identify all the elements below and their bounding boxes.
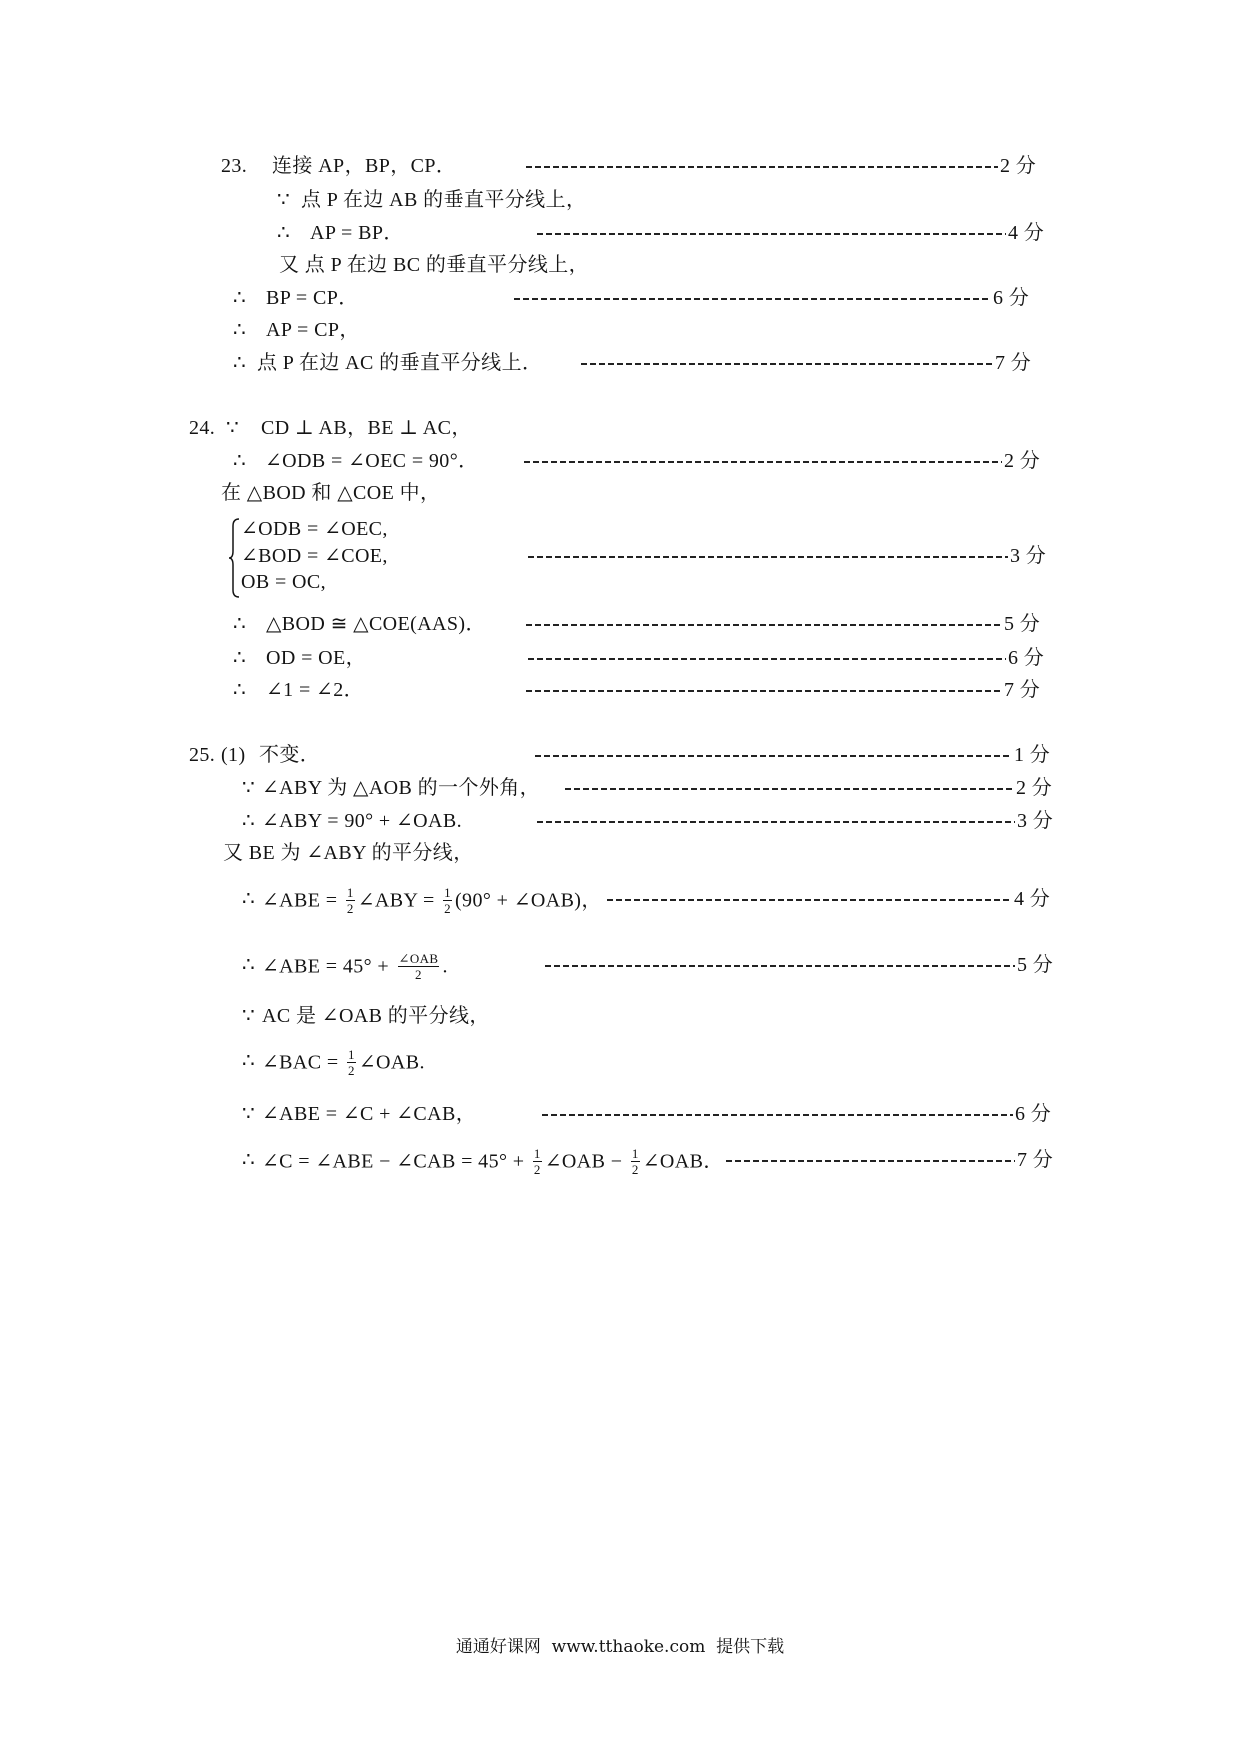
fraction-numerator: 1	[444, 884, 451, 900]
q25-line-5	[0, 879, 1240, 919]
therefore-symbol: ∴	[233, 679, 247, 701]
q23-line-2	[0, 186, 1240, 214]
step-text: ∠ABE = ∠C + ∠CAB，	[262, 1103, 477, 1125]
q24-system-eq-3	[0, 568, 1240, 596]
page-footer: 通通好课网 www.tthaoke.com 提供下载	[455, 1637, 785, 1657]
fraction-numerator: 1	[533, 1145, 541, 1161]
q25-line-7	[0, 1002, 1240, 1030]
therefore-symbol: ∴	[233, 352, 247, 374]
step-text: AP = BP．	[310, 222, 404, 244]
score-leader	[565, 788, 1014, 790]
fraction-denominator: 2	[444, 900, 451, 916]
step-text: 点 P 在边 AB 的垂直平分线上，	[301, 189, 587, 211]
score-leader	[524, 461, 1002, 463]
therefore-symbol: ∴	[242, 954, 256, 976]
fraction-numerator: 1	[346, 884, 354, 900]
q24-line-5	[0, 610, 1240, 638]
because-symbol: ∵	[226, 417, 240, 439]
score-leader	[526, 690, 1002, 692]
q24-line-2	[0, 447, 1240, 475]
q24-line-3	[0, 479, 1240, 507]
fraction-numerator: ∠OAB	[398, 950, 439, 966]
step-score: 2 分	[1004, 450, 1041, 472]
score-leader	[528, 556, 1008, 558]
score-leader	[607, 899, 1012, 901]
because-symbol: ∵	[242, 777, 256, 799]
step-score: 7 分	[1004, 679, 1041, 701]
step-score: 2 分	[1016, 777, 1053, 799]
therefore-symbol: ∴	[242, 810, 256, 832]
step-score: 6 分	[1015, 1103, 1052, 1125]
step-formula	[262, 879, 602, 920]
step-score: 6 分	[993, 287, 1030, 309]
fraction	[347, 1047, 356, 1078]
score-leader	[542, 1114, 1013, 1116]
step-score: 5 分	[1017, 954, 1054, 976]
equation-text: OB = OC,	[241, 571, 327, 593]
step-text: 点 P 在边 AC 的垂直平分线上．	[257, 352, 543, 374]
formula-text: ∠C = ∠ABE − ∠CAB = 45° +	[262, 1150, 525, 1173]
fraction-denominator: 2	[631, 1161, 639, 1177]
step-score: 3 分	[1017, 810, 1054, 832]
step-text: 在 △BOD 和 △COE 中，	[221, 482, 441, 504]
step-formula	[262, 945, 448, 986]
formula-text: ∠OAB．	[642, 1150, 724, 1173]
q24-system-eq-1	[0, 515, 1240, 543]
score-leader	[581, 363, 993, 365]
step-text: 又 点 P 在边 BC 的垂直平分线上，	[279, 254, 590, 276]
q23-line-4	[0, 251, 1240, 279]
therefore-symbol: ∴	[242, 888, 256, 910]
step-text: △BOD ≅ △COE(AAS)．	[266, 613, 486, 635]
fraction-denominator: 2	[347, 1062, 355, 1078]
because-symbol: ∵	[242, 1005, 256, 1027]
q23-line-5	[0, 284, 1240, 312]
because-symbol: ∵	[242, 1103, 256, 1125]
step-formula	[262, 1140, 724, 1181]
fraction	[533, 1146, 542, 1177]
q25-line-8	[0, 1041, 1240, 1081]
therefore-symbol: ∴	[242, 1149, 256, 1171]
step-formula	[262, 1041, 425, 1082]
q25-line-1	[0, 741, 1240, 769]
step-text: ∠ABY 为 △AOB 的一个外角，	[262, 777, 541, 799]
question-number: 25.	[189, 744, 216, 766]
score-leader	[537, 821, 1015, 823]
step-text: 不变．	[259, 744, 321, 766]
step-text: AC 是 ∠OAB 的平分线，	[262, 1005, 490, 1027]
score-leader	[526, 624, 1002, 626]
step-text: ∠ABY = 90° + ∠OAB.	[262, 810, 462, 832]
score-leader	[535, 755, 1012, 757]
step-text: OD = OE，	[266, 647, 367, 669]
therefore-symbol: ∴	[233, 647, 247, 669]
fraction-denominator: 2	[415, 966, 422, 982]
therefore-symbol: ∴	[242, 1050, 256, 1072]
q24-line-7	[0, 676, 1240, 704]
fraction	[443, 885, 452, 916]
therefore-symbol: ∴	[233, 613, 247, 635]
score-leader	[514, 298, 991, 300]
step-score: 2 分	[1000, 155, 1037, 177]
q24-line-6	[0, 644, 1240, 672]
step-text: ∠ODB = ∠OEC = 90°．	[265, 450, 479, 472]
q25-line-4	[0, 839, 1240, 867]
question-number: 23.	[221, 155, 248, 177]
step-score: 4 分	[1008, 222, 1045, 244]
formula-text: ∠ABY =	[357, 889, 435, 912]
q23-line-6	[0, 316, 1240, 344]
score-leader	[526, 166, 998, 168]
q23-line-1	[0, 152, 1240, 180]
step-text: BP = CP．	[266, 287, 359, 309]
step-score: 3 分	[1010, 545, 1047, 567]
q24-system-eq-2	[0, 542, 1240, 570]
q25-line-3	[0, 807, 1240, 835]
equation-text: ∠ODB = ∠OEC,	[241, 518, 388, 540]
fraction-denominator: 2	[533, 1161, 541, 1177]
q23-line-7	[0, 349, 1240, 377]
step-score: 7 分	[995, 352, 1032, 374]
q23-line-3	[0, 219, 1240, 247]
step-text: 又 BE 为 ∠ABY 的平分线，	[223, 842, 474, 864]
step-score: 1 分	[1014, 744, 1051, 766]
question-number: 24.	[189, 417, 216, 439]
equation-text: ∠BOD = ∠COE,	[241, 545, 388, 567]
step-score: 7 分	[1017, 1149, 1054, 1171]
step-text: ∠1 = ∠2．	[266, 679, 364, 701]
formula-text: (90° + ∠OAB)，	[454, 889, 602, 912]
q25-line-10	[0, 1140, 1240, 1180]
score-leader	[537, 233, 1006, 235]
formula-text: ∠ABE =	[262, 889, 338, 912]
sub-question-label: (1)	[221, 744, 246, 766]
fraction	[398, 951, 440, 982]
fraction-numerator: 1	[347, 1046, 355, 1062]
because-symbol: ∵	[277, 189, 291, 211]
score-leader	[545, 965, 1015, 967]
therefore-symbol: ∴	[233, 450, 247, 472]
therefore-symbol: ∴	[233, 319, 247, 341]
formula-text: ∠BAC =	[262, 1051, 339, 1074]
step-text: CD ⊥ AB，BE ⊥ AC，	[261, 417, 472, 439]
therefore-symbol: ∴	[233, 287, 247, 309]
score-leader	[726, 1160, 1015, 1162]
fraction-denominator: 2	[346, 900, 354, 916]
score-leader	[528, 658, 1006, 660]
therefore-symbol: ∴	[277, 222, 291, 244]
step-text: AP = CP，	[266, 319, 360, 341]
step-score: 5 分	[1004, 613, 1041, 635]
fraction	[346, 885, 355, 916]
q25-line-6	[0, 945, 1240, 985]
q24-line-1	[0, 414, 1240, 442]
formula-text: ∠ABE = 45° +	[262, 955, 390, 978]
step-score: 4 分	[1014, 888, 1051, 910]
step-text: 连接 AP，BP，CP．	[272, 155, 457, 177]
q25-line-2	[0, 774, 1240, 802]
formula-text: ∠OAB −	[544, 1150, 623, 1173]
q25-line-9	[0, 1100, 1240, 1128]
formula-text: .	[442, 955, 448, 978]
formula-text: ∠OAB.	[358, 1051, 425, 1074]
step-score: 6 分	[1008, 647, 1045, 669]
fraction	[631, 1146, 640, 1177]
fraction-numerator: 1	[631, 1145, 639, 1161]
